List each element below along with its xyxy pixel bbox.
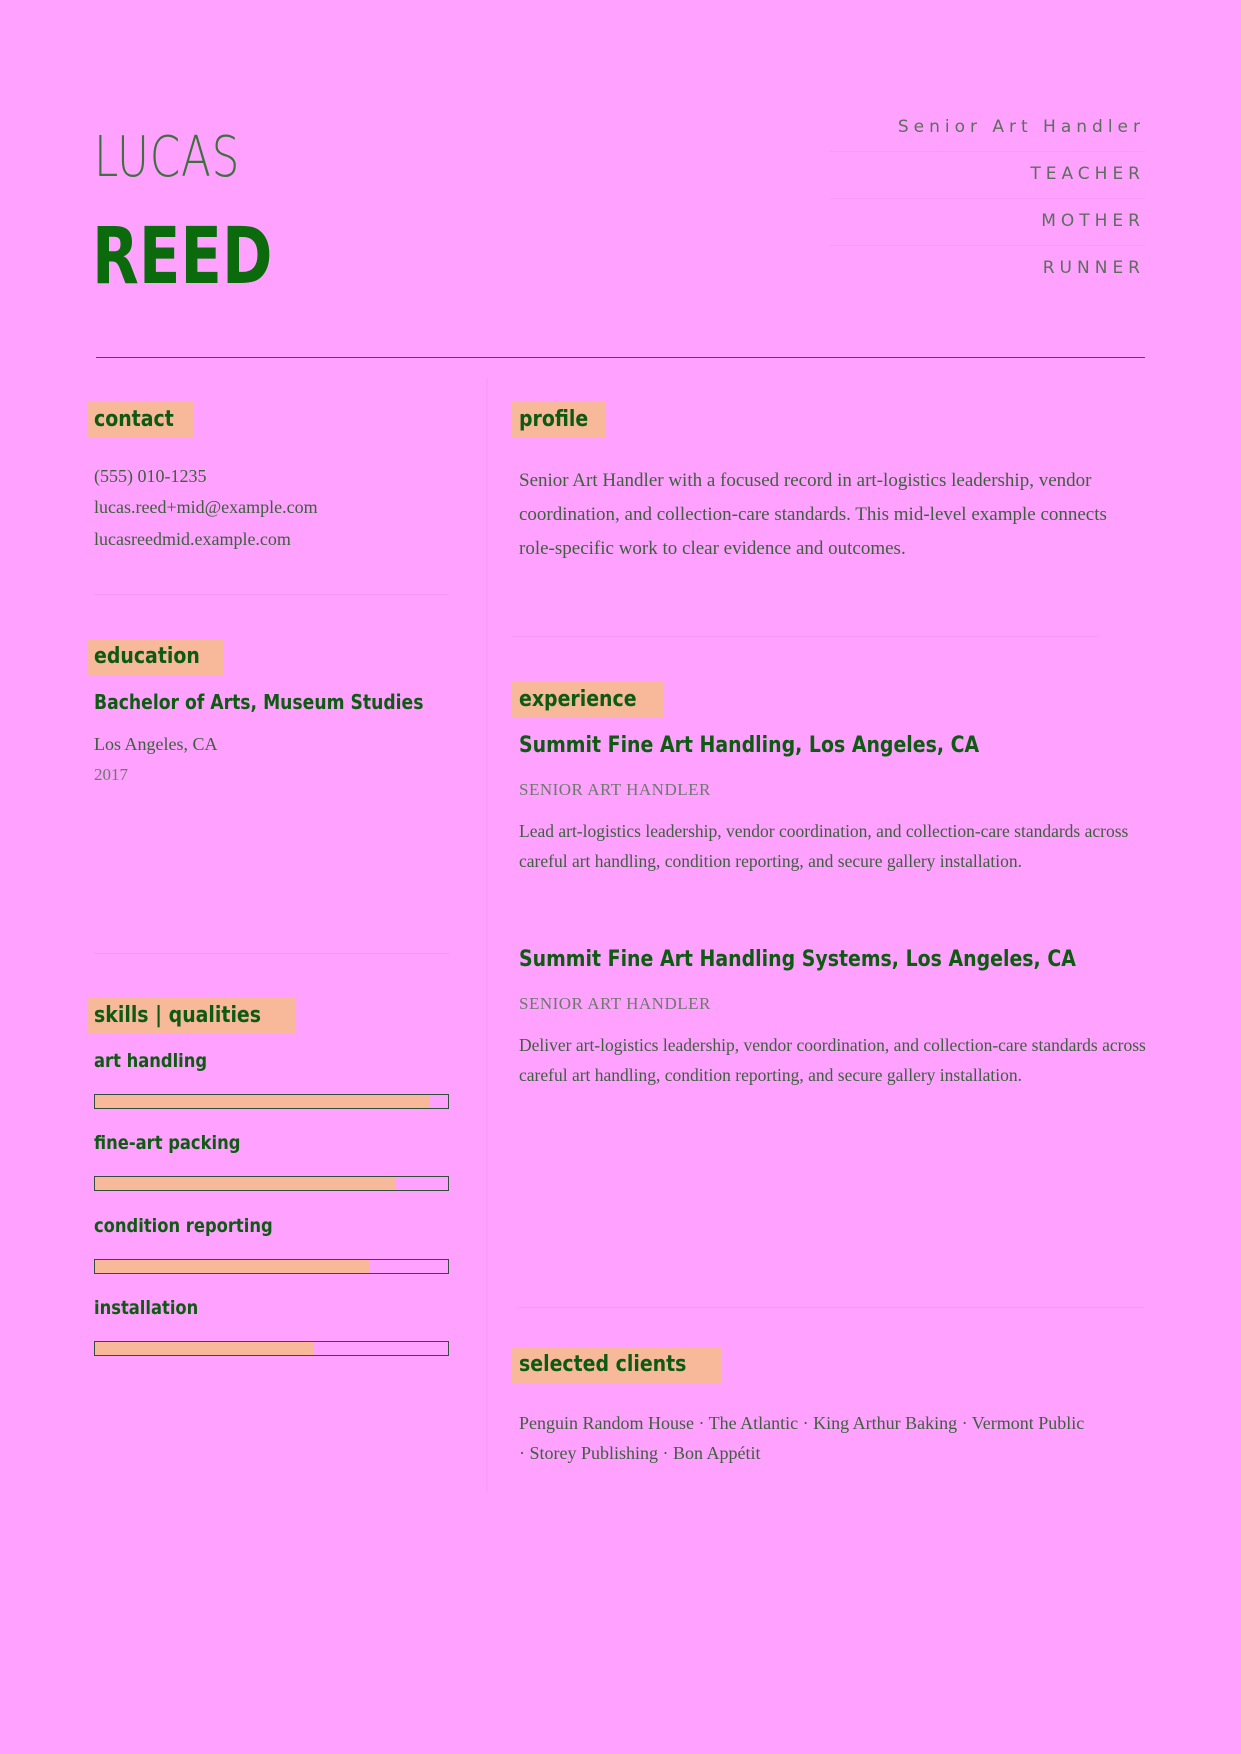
role-item: RUNNER [1042,258,1145,278]
profile-heading: profile [512,402,606,438]
contact-website[interactable]: lucasreedmid.example.com [94,529,291,549]
experience-heading: experience [512,682,663,718]
skills-heading: skills | qualities [87,998,295,1034]
column-divider [486,378,488,1493]
profile-summary: Senior Art Handler with a focused record in art-logistics leadership, vendor coordination, and collection-care standards. This mid-level example connects role-specific work to clear evidence and outcomes. [519,470,1107,559]
skill-bar-fill [95,1095,430,1108]
contact-phone[interactable]: (555) 010-1235 [94,466,207,486]
skill-name: fine-art packing [94,1132,241,1154]
last-name: REED [92,212,273,302]
contact-email[interactable]: lucas.reed+mid@example.com [94,497,318,517]
skill-bar [94,1259,449,1274]
job-description: Lead art-logistics leadership, vendor coordination, and collection-care standards across careful art handling, condition reporting, and secure gallery installation. [519,821,1129,871]
header-divider [96,357,1145,358]
role-item: MOTHER [830,199,1145,246]
section-separator [94,953,449,954]
section-separator [519,1307,1144,1308]
role-list [830,105,1145,293]
role-item: Senior Art Handler [830,105,1145,152]
skill-bar-fill [95,1177,395,1190]
job-company: Summit Fine Art Handling Systems, Los Angeles, CA [519,947,1076,972]
skill-bar-fill [95,1260,370,1273]
education-degree: Bachelor of Arts, Museum Studies [94,690,424,714]
job-role: SENIOR ART HANDLER [519,780,711,799]
contact-heading: contact [87,402,194,438]
section-separator [512,636,1097,637]
education-year: 2017 [94,765,128,784]
section-separator [94,594,449,595]
education-heading: education [87,639,224,675]
skill-bar [94,1094,449,1109]
job-company: Summit Fine Art Handling, Los Angeles, CA [519,733,980,758]
clients-heading: selected clients [512,1347,721,1383]
first-name: LUCAS [94,125,241,190]
job-description: Deliver art-logistics leadership, vendor coordination, and collection-care standards across careful art handling, condition reporting, and secure gallery installation. [519,1035,1146,1085]
clients-list: Penguin Random House · The Atlantic · King Arthur Baking · Vermont Public · Storey Publishing · Bon Appétit [519,1413,1085,1463]
skill-name: condition reporting [94,1215,273,1237]
job-role: SENIOR ART HANDLER [519,994,711,1013]
skill-bar [94,1176,449,1191]
skill-bar [94,1341,449,1356]
skill-bar-fill [95,1342,314,1355]
education-location: Los Angeles, CA [94,734,218,754]
skill-name: art handling [94,1050,208,1072]
role-item: TEACHER [830,152,1145,199]
skill-name: installation [94,1297,199,1319]
